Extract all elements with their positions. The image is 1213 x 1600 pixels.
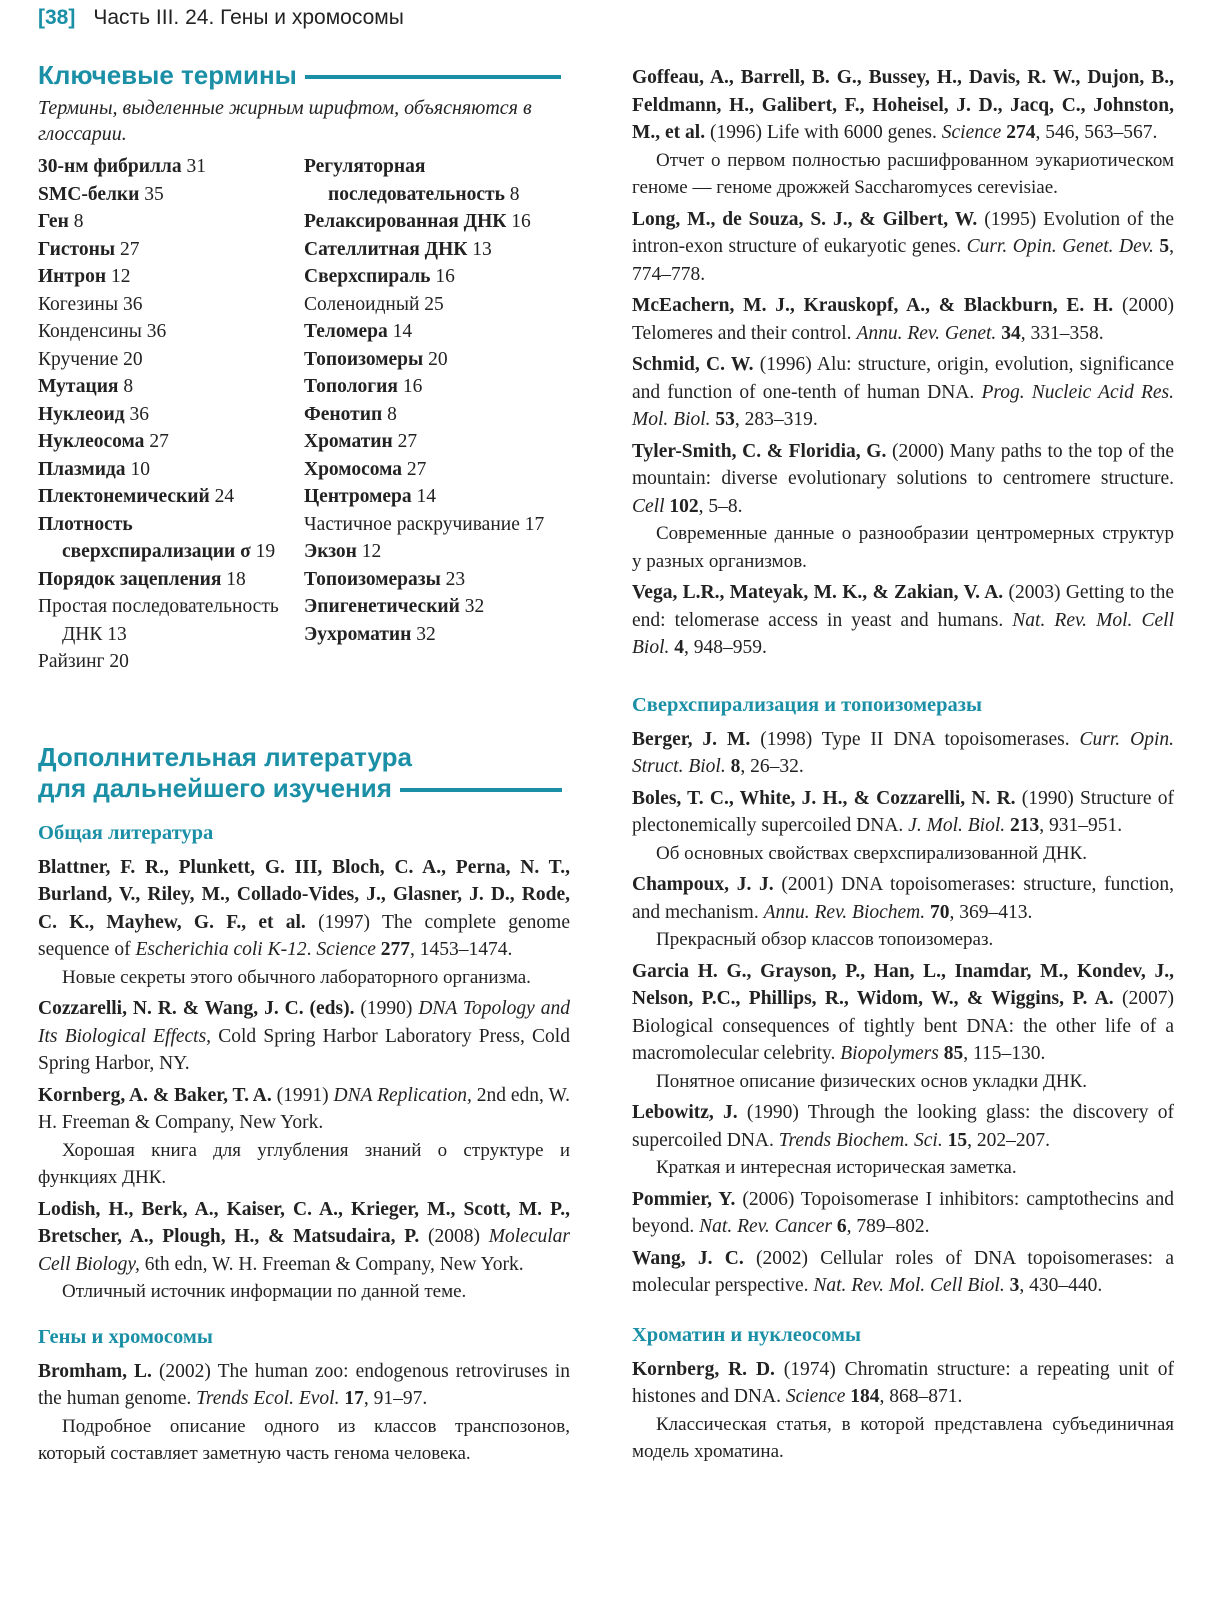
glossary-term — [38, 511, 304, 566]
genes-references-right — [632, 64, 1174, 662]
reference-entry — [632, 785, 1174, 840]
glossary-term — [304, 456, 570, 484]
reference-pages: , 283–319. — [734, 409, 818, 430]
reference-entry — [38, 1358, 570, 1413]
term-page: 32 — [416, 623, 436, 645]
glossary-term — [304, 511, 570, 539]
term-text: Конденсины — [38, 321, 142, 342]
reference-pages: , 931–951. — [1039, 815, 1123, 836]
reference-annotation: Прекрасный обзор классов топоизомераз. — [656, 929, 994, 950]
key-terms-list — [38, 153, 570, 676]
term-text: Плотность сверхспирализации σ — [38, 513, 251, 562]
reference-pages: , 868–871. — [879, 1386, 963, 1407]
running-header — [38, 6, 404, 30]
reference-journal: Nat. Rev. Mol. Cell Biol. — [632, 609, 1174, 658]
reference-italic-title: Molecular Cell Biology, — [38, 1226, 570, 1275]
term-page: 19 — [255, 541, 276, 562]
reference-journal: Cell — [632, 495, 665, 517]
term-text: Простая последовательность ДНК — [38, 596, 279, 645]
term-page: 32 — [464, 596, 485, 617]
reference-entry — [632, 351, 1174, 434]
term-page: 25 — [424, 293, 444, 315]
reference-volume: 70 — [925, 901, 950, 923]
glossary-term — [304, 593, 570, 621]
term-page: 14 — [416, 486, 437, 507]
term-text: Хроматин — [304, 431, 393, 452]
further-reading-heading: Дополнительная литература для дальнейшего изучения — [38, 742, 570, 804]
reference-entry — [632, 292, 1174, 347]
term-text: Топоизомеры — [304, 348, 424, 370]
reference-authors: Cozzarelli, N. R. & Wang, J. C. (eds). — [38, 998, 355, 1019]
term-text: Кручение — [38, 348, 119, 370]
reference-year-title: (2007) Biological consequences of tightly bent DNA: the other life of a macromolecular celebrity. — [632, 988, 1174, 1064]
glossary-term — [38, 648, 304, 676]
reference-entry — [632, 64, 1174, 147]
reference-entry — [632, 1245, 1174, 1300]
glossary-term — [304, 236, 570, 264]
reference-authors: Schmid, C. W. — [632, 354, 754, 375]
reference-year-title: (1998) Type II DNA topoisomerases. — [750, 728, 1080, 750]
reference-year-title: (1990) — [354, 998, 419, 1019]
reference-volume: 102 — [664, 495, 699, 517]
reference-year-title: (2003) Getting to the end: telomerase access in yeast and humans. — [632, 582, 1174, 631]
term-page: 16 — [402, 376, 423, 397]
term-text: Райзинг — [38, 651, 105, 672]
reference-entry — [632, 1099, 1174, 1154]
glossary-term — [38, 401, 304, 429]
reference-authors: Lebowitz, J. — [632, 1102, 738, 1123]
reference-year-title: (2006) Topoisomerase I inhibitors: camptothecins and beyond. — [632, 1188, 1175, 1237]
term-text: Плектонемический — [38, 486, 210, 507]
term-page: 23 — [445, 568, 466, 590]
term-page: 13 — [107, 623, 127, 645]
reference-authors: Vega, L.R., Mateyak, M. K., & Zakian, V. A. — [632, 582, 1004, 603]
reference-journal: Annu. Rev. Biochem. — [763, 901, 926, 923]
term-text: Порядок зацепления — [38, 568, 222, 590]
reference-journal: Nat. Rev. Mol. Cell Biol. — [813, 1275, 1005, 1296]
reference-authors: Champoux, J. J. — [632, 874, 774, 895]
reference-journal: Biopolymers — [840, 1043, 939, 1064]
reference-annotation: Новые секреты этого обычного лабораторного организма. — [62, 966, 531, 988]
reference-volume: 3 — [1004, 1275, 1020, 1296]
reference-authors: Goffeau, A., Barrell, B. G., Bussey, H., Davis, R. W., Dujon, B., Feldmann, H., Galibert, F., Hoheisel, J. D., Jacq, C., Johnston, M., et al. — [632, 67, 1174, 143]
reference-journal: Prog. Nucleic Acid Res. Mol. Biol. — [632, 381, 1174, 430]
term-page: 10 — [130, 458, 150, 480]
reference-journal: Curr. Opin. Struct. Biol. — [632, 728, 1174, 777]
term-text: Интрон — [38, 266, 107, 287]
reference-entry — [632, 1186, 1174, 1241]
term-page: 18 — [226, 568, 246, 590]
reference-authors: Pommier, Y. — [632, 1188, 736, 1210]
reference-authors: Bromham, L. — [38, 1360, 152, 1382]
term-page: 20 — [123, 348, 143, 370]
reference-authors: Boles, T. C., White, J. H., & Cozzarelli, N. R. — [632, 787, 1016, 809]
term-text: Фенотип — [304, 403, 383, 425]
glossary-term — [38, 593, 304, 648]
reference-annotation: Подробное описание одного из классов транспозонов, который составляет заметную часть генома человека. — [38, 1415, 570, 1464]
term-page: 20 — [109, 651, 129, 672]
reference-year-title: (1991) — [271, 1084, 334, 1106]
term-text: Плазмида — [38, 458, 126, 480]
reference-entry — [632, 958, 1174, 1068]
reference-entry — [632, 579, 1174, 662]
right-column — [632, 60, 1174, 1466]
term-page: 16 — [511, 211, 531, 232]
term-text: Релаксированная ДНК — [304, 211, 507, 232]
glossary-term — [38, 483, 304, 511]
reference-volume: 8 — [725, 756, 741, 777]
glossary-term — [304, 208, 570, 236]
reference-volume: 4 — [669, 637, 684, 658]
glossary-term — [304, 401, 570, 429]
reference-journal: Science — [941, 122, 1002, 143]
reference-entry — [38, 1196, 570, 1279]
reference-annotation: Хорошая книга для углубления знаний о структуре и функциях ДНК. — [38, 1139, 570, 1188]
term-page: 14 — [392, 321, 413, 342]
term-page: 27 — [406, 458, 427, 480]
reference-year-title: (1997) The complete genome sequence of — [38, 911, 570, 960]
term-page: 20 — [428, 348, 448, 370]
terms-column-2 — [304, 153, 570, 676]
glossary-term — [304, 566, 570, 594]
reference-pages: , 948–959. — [684, 637, 767, 658]
reference-publisher: 6th edn, W. H. Freeman & Company, New York. — [139, 1253, 524, 1275]
term-text: Топоизомеразы — [304, 568, 441, 590]
term-page: 16 — [435, 266, 455, 287]
glossary-term — [38, 181, 304, 209]
reference-authors: Wang, J. C. — [632, 1247, 744, 1269]
term-page: 36 — [122, 293, 143, 315]
reference-authors: Kornberg, R. D. — [632, 1358, 775, 1380]
term-text: Ген — [38, 211, 69, 232]
glossary-term — [38, 153, 304, 181]
term-text: Эухроматин — [304, 623, 412, 645]
term-text: Регуляторная последовательность — [304, 156, 505, 205]
reference-pages: , 774–778. — [632, 236, 1175, 285]
reference-entry — [38, 854, 570, 964]
reference-pages: , 546, 563–567. — [1035, 122, 1158, 143]
term-text: Топология — [304, 376, 398, 397]
reference-entry — [632, 871, 1174, 926]
reference-journal: Trends Biochem. Sci. — [778, 1129, 943, 1151]
reference-volume: 17 — [339, 1388, 364, 1409]
term-page: 27 — [119, 238, 140, 260]
term-text: SMC-белки — [38, 183, 140, 205]
reference-annotation: Понятное описание физических основ укладки ДНК. — [656, 1070, 1088, 1092]
term-text: Хромосома — [304, 458, 403, 480]
reference-authors: Berger, J. M. — [632, 728, 751, 750]
term-page: 8 — [509, 183, 520, 205]
term-page: 27 — [149, 431, 169, 452]
glossary-term — [304, 263, 570, 291]
running-title: Часть III. 24. Гены и хромосомы — [93, 6, 404, 29]
reference-entry — [632, 1356, 1174, 1411]
term-page: 31 — [186, 156, 206, 177]
reference-annotation: Об основных свойствах сверхспирализованной ДНК. — [656, 842, 1088, 864]
section-supercoiling-heading: Сверхспирализация и топоизомеразы — [632, 693, 983, 716]
glossary-term — [38, 263, 304, 291]
reference-annotation: Отчет о первом полностью расшифрованном эукариотическом геноме — геноме дрожжей Saccharomyces cerevisiae. — [632, 149, 1174, 198]
term-page: 27 — [397, 431, 418, 452]
term-page: 8 — [73, 211, 84, 232]
reference-authors: Blattner, F. R., Plunkett, G. III, Bloch, C. A., Perna, N. T., Burland, V., Riley, M., Collado-Vides, J., Glasner, J. D., Rode, C. K., Mayhew, G. F., et al. — [38, 856, 570, 933]
reference-pages: , 1453–1474. — [410, 939, 513, 960]
reference-italic-title: DNA Topology and Its Biological Effects, — [38, 998, 570, 1047]
glossary-term — [304, 373, 570, 401]
term-page: 35 — [144, 183, 164, 205]
reference-publisher: . — [306, 939, 317, 960]
reference-journal: Curr. Opin. Genet. Dev. — [966, 236, 1154, 257]
reference-volume: 5 — [1153, 236, 1170, 257]
term-text: 30-нм фибрилла — [38, 156, 182, 177]
reference-pages: , 331–358. — [1020, 322, 1104, 344]
reference-year-title: (2000) Many paths to the top of the mountain: diverse evolutionary solutions to centromere structure. — [632, 440, 1175, 489]
reference-year-title: (1990) Through the looking glass: the discovery of supercoiled DNA. — [632, 1102, 1174, 1151]
glossary-term — [38, 373, 304, 401]
glossary-term — [38, 346, 304, 374]
reference-journal: Science — [316, 939, 376, 960]
glossary-term — [38, 318, 304, 346]
reference-publisher: 2nd edn, W. H. Freeman & Company, New York. — [38, 1084, 570, 1133]
reference-year-title: (1996) Life with 6000 genes. — [705, 122, 942, 143]
reference-volume: 274 — [1001, 122, 1036, 143]
glossary-term — [38, 456, 304, 484]
glossary-term — [304, 318, 570, 346]
glossary-term — [304, 346, 570, 374]
reference-annotation: Отличный источник информации по данной теме. — [62, 1281, 467, 1302]
reference-italic-title: Escherichia coli K-12 — [135, 939, 307, 960]
reference-pages: , 26–32. — [740, 756, 804, 777]
term-page: 8 — [387, 403, 397, 425]
key-terms-intro: Термины, выделенные жирным шрифтом, объясняются в глоссарии. — [38, 97, 532, 145]
general-references — [38, 854, 570, 1306]
glossary-term — [304, 291, 570, 319]
reference-volume: 34 — [996, 322, 1021, 344]
reference-volume: 184 — [845, 1386, 880, 1407]
term-text: Теломера — [304, 321, 388, 342]
term-text: Эпигенетический — [304, 596, 460, 617]
reference-volume: 53 — [710, 409, 735, 430]
reference-authors: Lodish, H., Berk, A., Kaiser, C. A., Krieger, M., Scott, M. P., Bretscher, A., Plough, H., & Matsudaira, P. — [38, 1198, 570, 1247]
term-text: Гистоны — [38, 238, 116, 260]
reference-volume: 277 — [375, 939, 411, 960]
term-page: 12 — [361, 541, 382, 562]
term-text: Нуклеоид — [38, 403, 125, 425]
reference-journal: Annu. Rev. Genet. — [856, 322, 997, 344]
reference-authors: Tyler-Smith, C. & Floridia, G. — [632, 440, 887, 462]
term-page: 8 — [123, 376, 134, 397]
reference-authors: McEachern, M. J., Krauskopf, A., & Blackburn, E. H. — [632, 295, 1114, 316]
reference-entry — [632, 726, 1174, 781]
glossary-term — [38, 236, 304, 264]
term-page: 12 — [110, 266, 131, 287]
term-page: 36 — [129, 403, 149, 425]
reference-italic-title: DNA Replication, — [333, 1084, 472, 1106]
glossary-term — [304, 621, 570, 649]
reference-journal: Trends Ecol. Evol. — [196, 1388, 340, 1409]
reference-year-title: (1990) Structure of plectonemically supercoiled DNA. — [632, 787, 1174, 836]
reference-pages: , 202–207. — [967, 1129, 1050, 1151]
reference-journal: Nat. Rev. Cancer — [699, 1216, 833, 1237]
glossary-term — [304, 538, 570, 566]
term-text: Соленоидный — [304, 293, 420, 315]
reference-volume: 15 — [942, 1129, 968, 1151]
reference-annotation: Классическая статья, в которой представлена субъединичная модель хроматина. — [632, 1413, 1174, 1462]
section-general-heading: Общая литература — [38, 821, 214, 844]
reference-authors: Garcia H. G., Grayson, P., Han, L., Inamdar, M., Kondev, J., Nelson, P.C., Phillips, R., Widom, W., & Wiggins, P. A. — [632, 960, 1174, 1009]
glossary-term — [38, 566, 304, 594]
reference-annotation: Краткая и интересная историческая заметка. — [656, 1157, 1017, 1178]
reference-year-title: (2002) Cellular roles of DNA topoisomerases: a molecular perspective. — [632, 1247, 1174, 1296]
glossary-term — [304, 428, 570, 456]
section-chromatin-heading: Хроматин и нуклеосомы — [632, 1323, 862, 1346]
glossary-term — [304, 483, 570, 511]
term-text: Сателлитная ДНК — [304, 238, 468, 260]
reference-authors: Kornberg, A. & Baker, T. A. — [38, 1084, 272, 1106]
term-text: Когезины — [38, 293, 119, 315]
reference-pages: , 91–97. — [363, 1388, 428, 1409]
term-text: Мутация — [38, 376, 119, 397]
glossary-term — [304, 153, 570, 208]
term-text: Частичное раскручивание — [304, 513, 520, 535]
reference-year-title: (2000) Telomeres and their control. — [632, 295, 1174, 344]
reference-annotation: Современные данные о разнообразии центромерных структур у разных организмов. — [632, 523, 1174, 572]
page-number: [38] — [38, 6, 76, 29]
reference-pages: , 115–130. — [963, 1043, 1046, 1064]
term-page: 13 — [472, 238, 492, 260]
term-text: Экзон — [304, 541, 357, 562]
reference-volume: 85 — [938, 1043, 964, 1064]
reference-year-title: (1996) Alu: structure, origin, evolution, significance and function of one-tenth of human DNA. — [632, 354, 1174, 403]
reference-volume: 6 — [832, 1216, 847, 1237]
reference-pages: , 369–413. — [949, 901, 1033, 923]
reference-pages: , 789–802. — [846, 1216, 930, 1237]
reference-year-title: (2008) — [419, 1226, 489, 1247]
reference-year-title: (1974) Chromatin structure: a repeating unit of histones and DNA. — [632, 1358, 1174, 1407]
supercoiling-references — [632, 726, 1174, 1300]
reference-entry — [38, 995, 570, 1078]
left-column — [38, 60, 570, 1468]
glossary-term — [38, 428, 304, 456]
term-text: Нуклеосома — [38, 431, 145, 452]
reference-entry — [632, 206, 1174, 289]
reference-entry — [632, 438, 1174, 521]
chromatin-references — [632, 1356, 1174, 1466]
genes-references-left — [38, 1358, 570, 1468]
term-text: Сверхспираль — [304, 266, 431, 287]
section-genes-heading: Гены и хромосомы — [38, 1325, 213, 1348]
reference-pages: , 5–8. — [698, 495, 743, 517]
reference-publisher: Cold Spring Harbor Laboratory Press, Cold Spring Harbor, NY. — [38, 1025, 570, 1074]
reference-pages: , 430–440. — [1019, 1275, 1103, 1296]
key-terms-heading: Ключевые термины — [38, 60, 570, 91]
glossary-term — [38, 291, 304, 319]
term-page: 36 — [146, 321, 167, 342]
glossary-term — [38, 208, 304, 236]
reference-journal: Science — [785, 1386, 846, 1407]
term-page: 24 — [214, 486, 235, 507]
reference-year-title: (2002) The human zoo: endogenous retroviruses in the human genome. — [38, 1360, 570, 1409]
terms-column-1 — [38, 153, 304, 676]
reference-journal: J. Mol. Biol. — [908, 815, 1006, 836]
term-text: Центромера — [304, 486, 412, 507]
reference-entry — [38, 1082, 570, 1137]
term-page: 17 — [524, 513, 545, 535]
reference-year-title: (2001) DNA topoisomerases: structure, function, and mechanism. — [632, 874, 1174, 923]
reference-authors: Long, M., de Souza, S. J., & Gilbert, W. — [632, 208, 978, 230]
reference-year-title: (1995) Evolution of the intron-exon structure of eukaryotic genes. — [632, 208, 1174, 257]
reference-volume: 213 — [1005, 815, 1040, 836]
